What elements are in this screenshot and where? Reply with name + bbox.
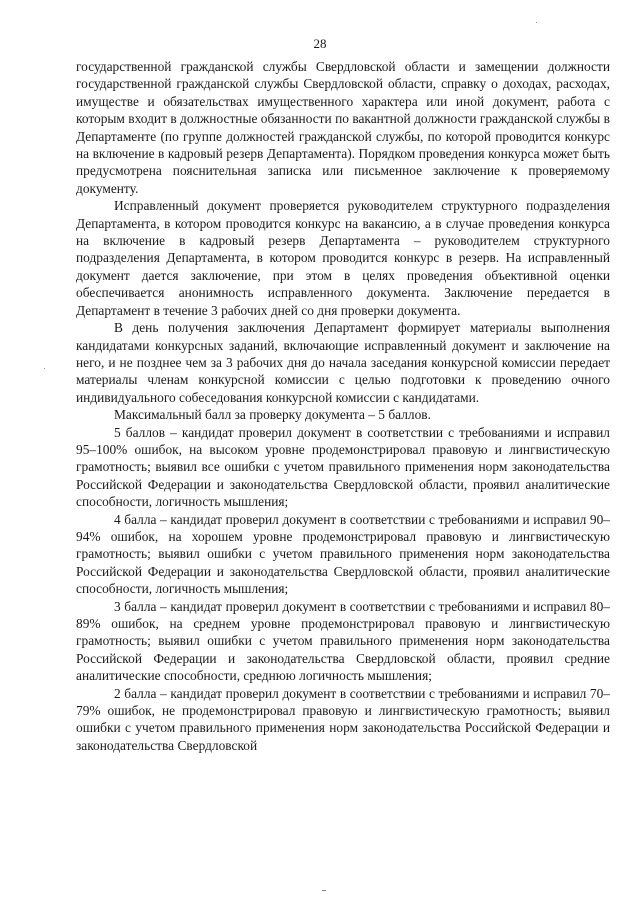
paragraph-max-score: Максимальный балл за проверку документа – 5 баллов. [114, 407, 431, 423]
scan-speck [322, 890, 326, 891]
page-number: 28 [313, 36, 327, 51]
paragraph-corrected-document: Исправленный документ проверяется руководителем структурного подразделения Департамента, в котором проводится конкурс на вакансию, а в случае проведения конкурса на включение в кадровый резерв Департамента – руководителем структурного подразделения Департамента, в котором проводится конкурс в резерв. На исправленный документ дается заключение, при этом в целях проведения объективной оценки обеспечивается анонимность исправленного документа. Заключение передается в Департамент в течение 3 рабочих дней со дня проверки документа. [76, 198, 610, 318]
paragraph-score-4: 4 балла – кандидат проверил документ в соответствии с требованиями и исправил 90–94% ошибок, на хорошем уровне продемонстрировал правовую и лингвистическую грамотность; выявил ошибки с учетом правильного применения норм законодательства Российской Федерации и законодательства Свердловской области, проявил аналитические способности, логичность мышления; [76, 511, 610, 597]
paragraph-score-2: 2 балла – кандидат проверил документ в соответствии с требованиями и исправил 70–79% ошибок, не продемонстрировал правовую и лингвистическую грамотность; выявил ошибки с учетом правильного применения норм законодательства Российской Федерации и законодательства Свердловской [76, 685, 610, 753]
document-body [76, 58, 610, 754]
paragraph-materials-transfer: В день получения заключения Департамент формирует материалы выполнения кандидатами конкурсных заданий, включающие исправленный документ и заключение на него, и не позднее чем за 3 рабочих дня до начала заседания конкурсной комиссии передает материалы членам конкурсной комиссии с целью подготовки к проведению очного индивидуального собеседования конкурсной комиссии с кандидатами. [76, 320, 610, 405]
scan-speck [536, 22, 537, 23]
paragraph-score-3: 3 балла – кандидат проверил документ в соответствии с требованиями и исправил 80–89% ошибок, на среднем уровне продемонстрировал правовую и лингвистическую грамотность; выявил ошибки с учетом правильного применения норм законодательства Российской Федерации и законодательства Свердловской области, проявил средние аналитические способности, среднюю логичность мышления; [76, 598, 610, 684]
paragraph-score-5: 5 баллов – кандидат проверил документ в соответствии с требованиями и исправил 95–100% ошибок, на высоком уровне продемонстрировал правовую и лингвистическую грамотность; выявил все ошибки с учетом правильного применения норм законодательства Российской Федерации и законодательства Свердловской области, проявил аналитические способности, логичность мышления; [76, 424, 610, 510]
paragraph-continuation: государственной гражданской службы Свердловской области и замещении должности государственной гражданской службы Свердловской области, справку о доходах, расходах, имуществе и обязательствах имущественного характера или иной документ, работа с которым входит в должностные обязанности по вакантной должности гражданской службы в Департаменте (по группе должностей гражданской службы, по которой проводится конкурс на включение в кадровый резерв Департамента). Порядком проведения конкурса может быть предусмотрена пояснительная записка или письменное заключение к проверяемому документу. [76, 59, 610, 196]
scan-speck [44, 368, 45, 369]
